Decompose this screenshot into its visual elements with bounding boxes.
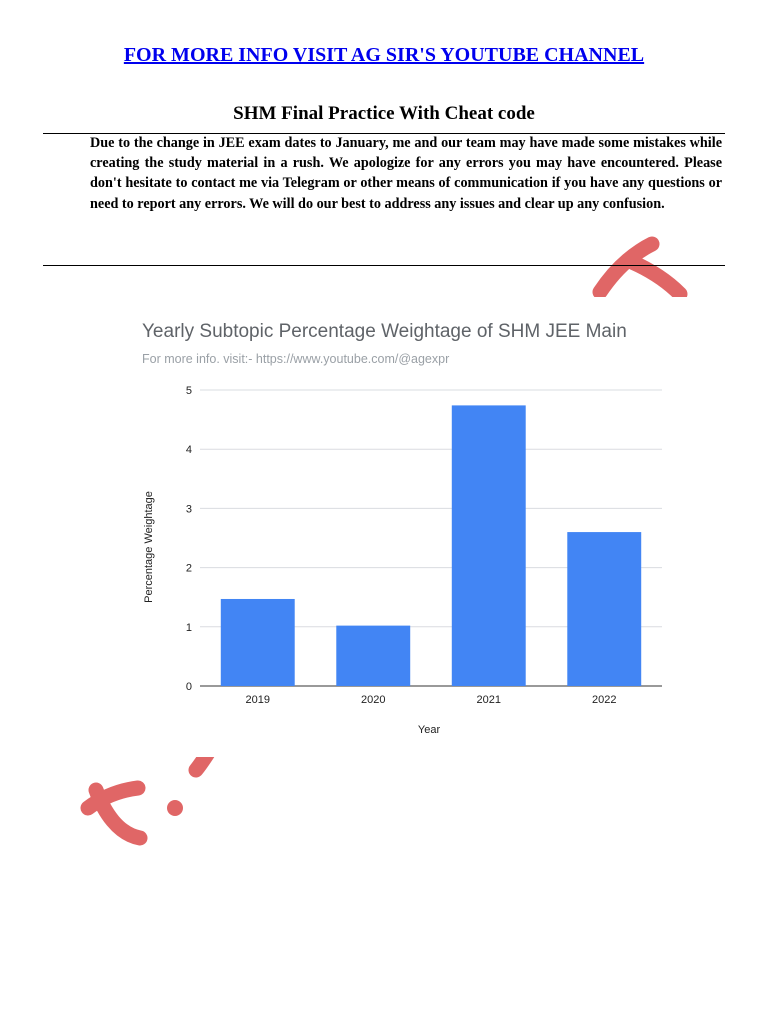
y-tick-label: 3 (185, 503, 192, 516)
chart-subtitle: For more info. visit:- https://www.youtube.com/@agexpr (142, 352, 450, 366)
y-axis-title: Percentage Weightage (143, 491, 155, 603)
y-tick-label: 4 (185, 444, 192, 457)
bar-2022 (567, 532, 641, 686)
chart-card (118, 297, 688, 757)
y-tick-label: 0 (185, 681, 192, 693)
x-tick-label: 2021 (476, 694, 501, 706)
bar-2019 (221, 599, 295, 686)
bar-2020 (336, 626, 410, 686)
youtube-channel-link[interactable]: FOR MORE INFO VISIT AG SIR'S YOUTUBE CHANNEL (123, 44, 645, 66)
bar-chart (118, 297, 688, 757)
x-axis-title: Year (417, 724, 441, 736)
document-title: SHM Final Practice With Cheat code (233, 103, 535, 124)
notice-paragraph: Due to the change in JEE exam dates to January, me and our team may have made some mistakes while creating the study material in a rush. We apologize for any errors you may have encountered. Please don't hesitate to contact me via Telegram or other means of communication if you have any questions or need to report any errors. We will do our best to address any issues and clear up any confusion. (90, 135, 722, 212)
y-tick-label: 2 (185, 562, 192, 575)
x-tick-label: 2022 (592, 694, 617, 706)
y-tick-label: 1 (185, 621, 192, 634)
chart-title: Yearly Subtopic Percentage Weightage of SHM JEE Main (142, 321, 627, 342)
x-tick-label: 2020 (361, 694, 386, 706)
x-tick-label: 2019 (245, 694, 270, 706)
y-tick-label: 5 (185, 385, 192, 397)
bar-2021 (452, 405, 526, 686)
divider-bottom (43, 265, 725, 266)
